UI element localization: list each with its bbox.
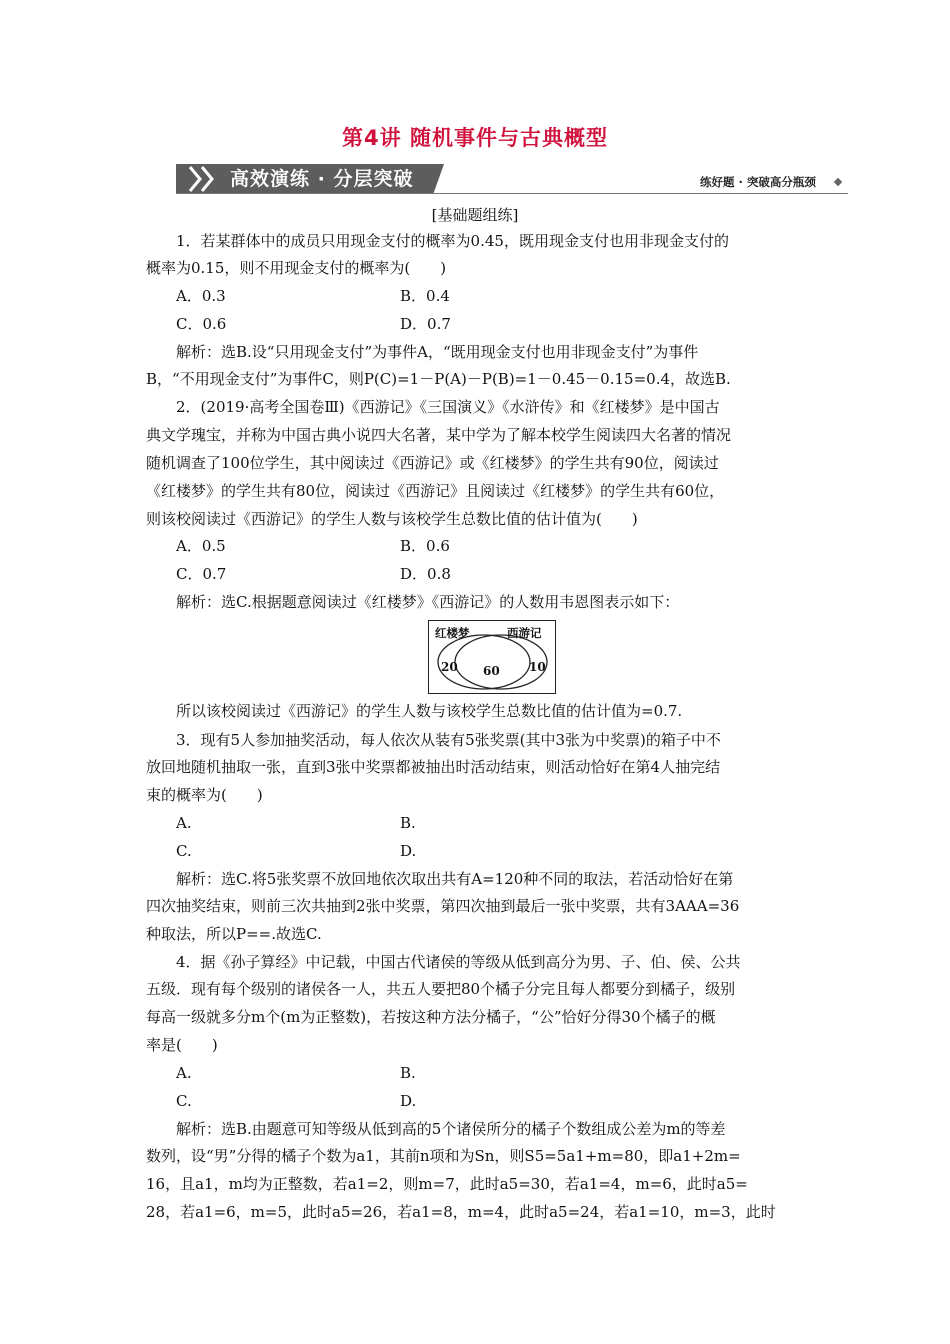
q2-solution-line: 解析：选C.根据题意阅读过《红楼梦》《西游记》的人数用韦恩图表示如下：	[176, 593, 680, 611]
q1-option-d: D．0.7	[400, 315, 451, 333]
q4-option-a: A.	[176, 1064, 192, 1082]
q2-option-c: C．0.7	[176, 565, 227, 583]
q1-solution-line: B，“不用现金支付”为事件C，则P(C)=1－P(A)－P(B)=1－0.45－0.15=0.4，故选B.	[146, 370, 731, 388]
q4-solution-line: 解析：选B.由题意可知等级从低到高的5个诸侯所分的橘子个数组成公差为m的等差	[176, 1120, 726, 1138]
q2-stem-line: 2．(2019·高考全国卷Ⅲ)《西游记》《三国演义》《水浒传》和《红楼梦》是中国古	[176, 398, 720, 416]
q3-option-d: D.	[400, 842, 417, 860]
q4-stem-line: 率是( )	[146, 1036, 218, 1054]
q2-stem-line: 《红楼梦》的学生共有80位，阅读过《西游记》且阅读过《红楼梦》的学生共有60位，	[146, 482, 725, 500]
q3-solution-line: 种取法，所以P==.故选C.	[146, 925, 322, 943]
q3-option-b: B.	[400, 814, 416, 832]
q4-solution-line: 28，若a1=6，m=5，此时a5=26，若a1=8，m=4，此时a5=24，若a1=10，m=3，此时	[146, 1203, 776, 1221]
page-title: 第4讲 随机事件与古典概型	[342, 126, 608, 150]
q2-stem-line: 则该校阅读过《西游记》的学生人数与该校学生总数比值的估计值为( )	[146, 510, 638, 528]
q3-option-c: C.	[176, 842, 192, 860]
q3-stem-line: 放回地随机抽取一张，直到3张中奖票都被抽出时活动结束，则活动恰好在第4人抽完结	[146, 758, 721, 776]
venn-right-label: 西游记	[507, 626, 542, 640]
q4-option-b: B.	[400, 1064, 416, 1082]
q1-option-b: B．0.4	[400, 287, 450, 305]
q2-option-a: A．0.5	[176, 537, 226, 555]
q4-solution-line: 16，且a1，m均为正整数，若a1=2，则m=7，此时a5=30，若a1=4，m=6，此时a5=	[146, 1175, 748, 1193]
banner-tagline: 练好题 · 突破高分瓶颈	[700, 175, 816, 189]
venn-diagram	[428, 620, 556, 694]
q3-stem-line: 束的概率为( )	[146, 786, 263, 804]
banner-label: 高效演练 · 分层突破	[230, 168, 414, 190]
q2-solution-line: 所以该校阅读过《西游记》的学生人数与该校学生总数比值的估计值为=0.7.	[176, 702, 683, 720]
q1-stem-line: 概率为0.15，则不用现金支付的概率为( )	[146, 259, 447, 277]
q4-option-c: C.	[176, 1092, 192, 1110]
q1-solution-line: 解析：选B.设“只用现金支付”为事件A，“既用现金支付也用非现金支付”为事件	[176, 343, 699, 361]
q3-option-a: A.	[176, 814, 192, 832]
q1-option-a: A．0.3	[176, 287, 226, 305]
q4-stem-line: 4．据《孙子算经》中记载，中国古代诸侯的等级从低到高分为男、子、伯、侯、公共	[176, 953, 741, 971]
q4-stem-line: 每高一级就多分m个(m为正整数)，若按这种方法分橘子，“公”恰好分得30个橘子的概	[146, 1008, 716, 1026]
banner-divider	[176, 193, 848, 194]
venn-left-label: 红楼梦	[435, 626, 470, 640]
section-subheading: [基础题组练]	[431, 206, 519, 224]
venn-intersection-count: 60	[483, 664, 500, 678]
q3-stem-line: 3．现有5人参加抽奖活动，每人依次从装有5张奖票(其中3张为中奖票)的箱子中不	[176, 731, 721, 749]
q4-solution-line: 数列，设“男”分得的橘子个数为a1，其前n项和为Sn，则S5=5a1+m=80，即a1+2m=	[146, 1147, 741, 1165]
q4-stem-line: 五级．现有每个级别的诸侯各一人，共五人要把80个橘子分完且每人都要分到橘子，级别	[146, 980, 736, 998]
q2-stem-line: 典文学瑰宝，并称为中国古典小说四大名著，某中学为了解本校学生阅读四大名著的情况	[146, 426, 732, 444]
q4-option-d: D.	[400, 1092, 417, 1110]
q3-solution-line: 四次抽奖结束，则前三次共抽到2张中奖票，第四次抽到最后一张中奖票，共有3AAA=36	[146, 897, 740, 915]
q2-option-b: B．0.6	[400, 537, 450, 555]
q1-stem-line: 1．若某群体中的成员只用现金支付的概率为0.45，既用现金支付也用非现金支付的	[176, 232, 729, 250]
diamond-icon	[834, 178, 842, 186]
q3-solution-line: 解析：选C.将5张奖票不放回地依次取出共有A=120种不同的取法，若活动恰好在第	[176, 870, 734, 888]
venn-right-only-count: 10	[529, 660, 546, 674]
q1-option-c: C．0.6	[176, 315, 227, 333]
chevron-right-icon	[186, 164, 226, 194]
q2-option-d: D．0.8	[400, 565, 451, 583]
venn-left-only-count: 20	[441, 660, 458, 674]
q2-stem-line: 随机调查了100位学生，其中阅读过《西游记》或《红楼梦》的学生共有90位，阅读过	[146, 454, 719, 472]
